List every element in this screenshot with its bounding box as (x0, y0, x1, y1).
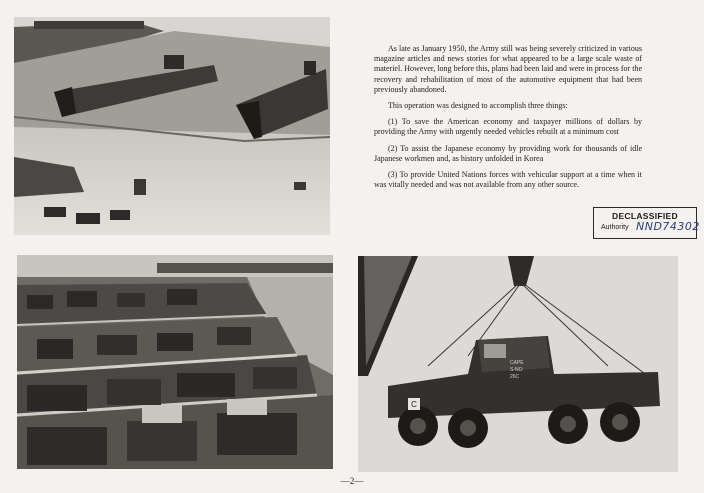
paragraph-lead: This operation was designed to accomplish three things: (388, 101, 568, 111)
paragraph-item-1: (1) To save the American economy and taxpayer millions of dollars by providing the Army with urgently needed vehicles rebuilt at a minimum cost (374, 117, 642, 137)
stamp-authority-value: NND74302 (636, 220, 700, 233)
truck-on-crane-illustration (358, 256, 678, 472)
truck-on-crane-photo (358, 256, 678, 472)
landing-ships-photo (14, 17, 330, 235)
paragraph-item-2: (2) To assist the Japanese economy by providing work for thousands of idle Japanese workmen and, as history unfolded in Korea (374, 143, 642, 163)
page-number: —2— (340, 476, 364, 486)
body-text (374, 44, 642, 196)
landing-ships-illustration (14, 17, 330, 235)
stamp-authority-label: Authority (601, 224, 629, 231)
paragraph-intro: As late as January 1950, the Army still was being severely criticized in various magazine articles and news stories for what appeared to be a large scale waste of materiel. However, long before this, plans had been laid and were in process for the recovery and rehabilitation of most of the automotive equipment that had been previously abandoned. (374, 44, 642, 94)
paragraph-item-3: (3) To provide United Nations forces with vehicular support at a time when it was vitally needed and was not available from any other source. (374, 170, 642, 190)
stamp-title: DECLASSIFIED (612, 211, 678, 221)
declassified-stamp (593, 207, 700, 239)
trucks-on-barges-illustration (17, 255, 333, 469)
truck-door-marking: CAPE S-NO 26C (510, 360, 524, 380)
trucks-on-barges-photo (17, 255, 333, 469)
truck-bumper-marking: C (411, 400, 417, 409)
